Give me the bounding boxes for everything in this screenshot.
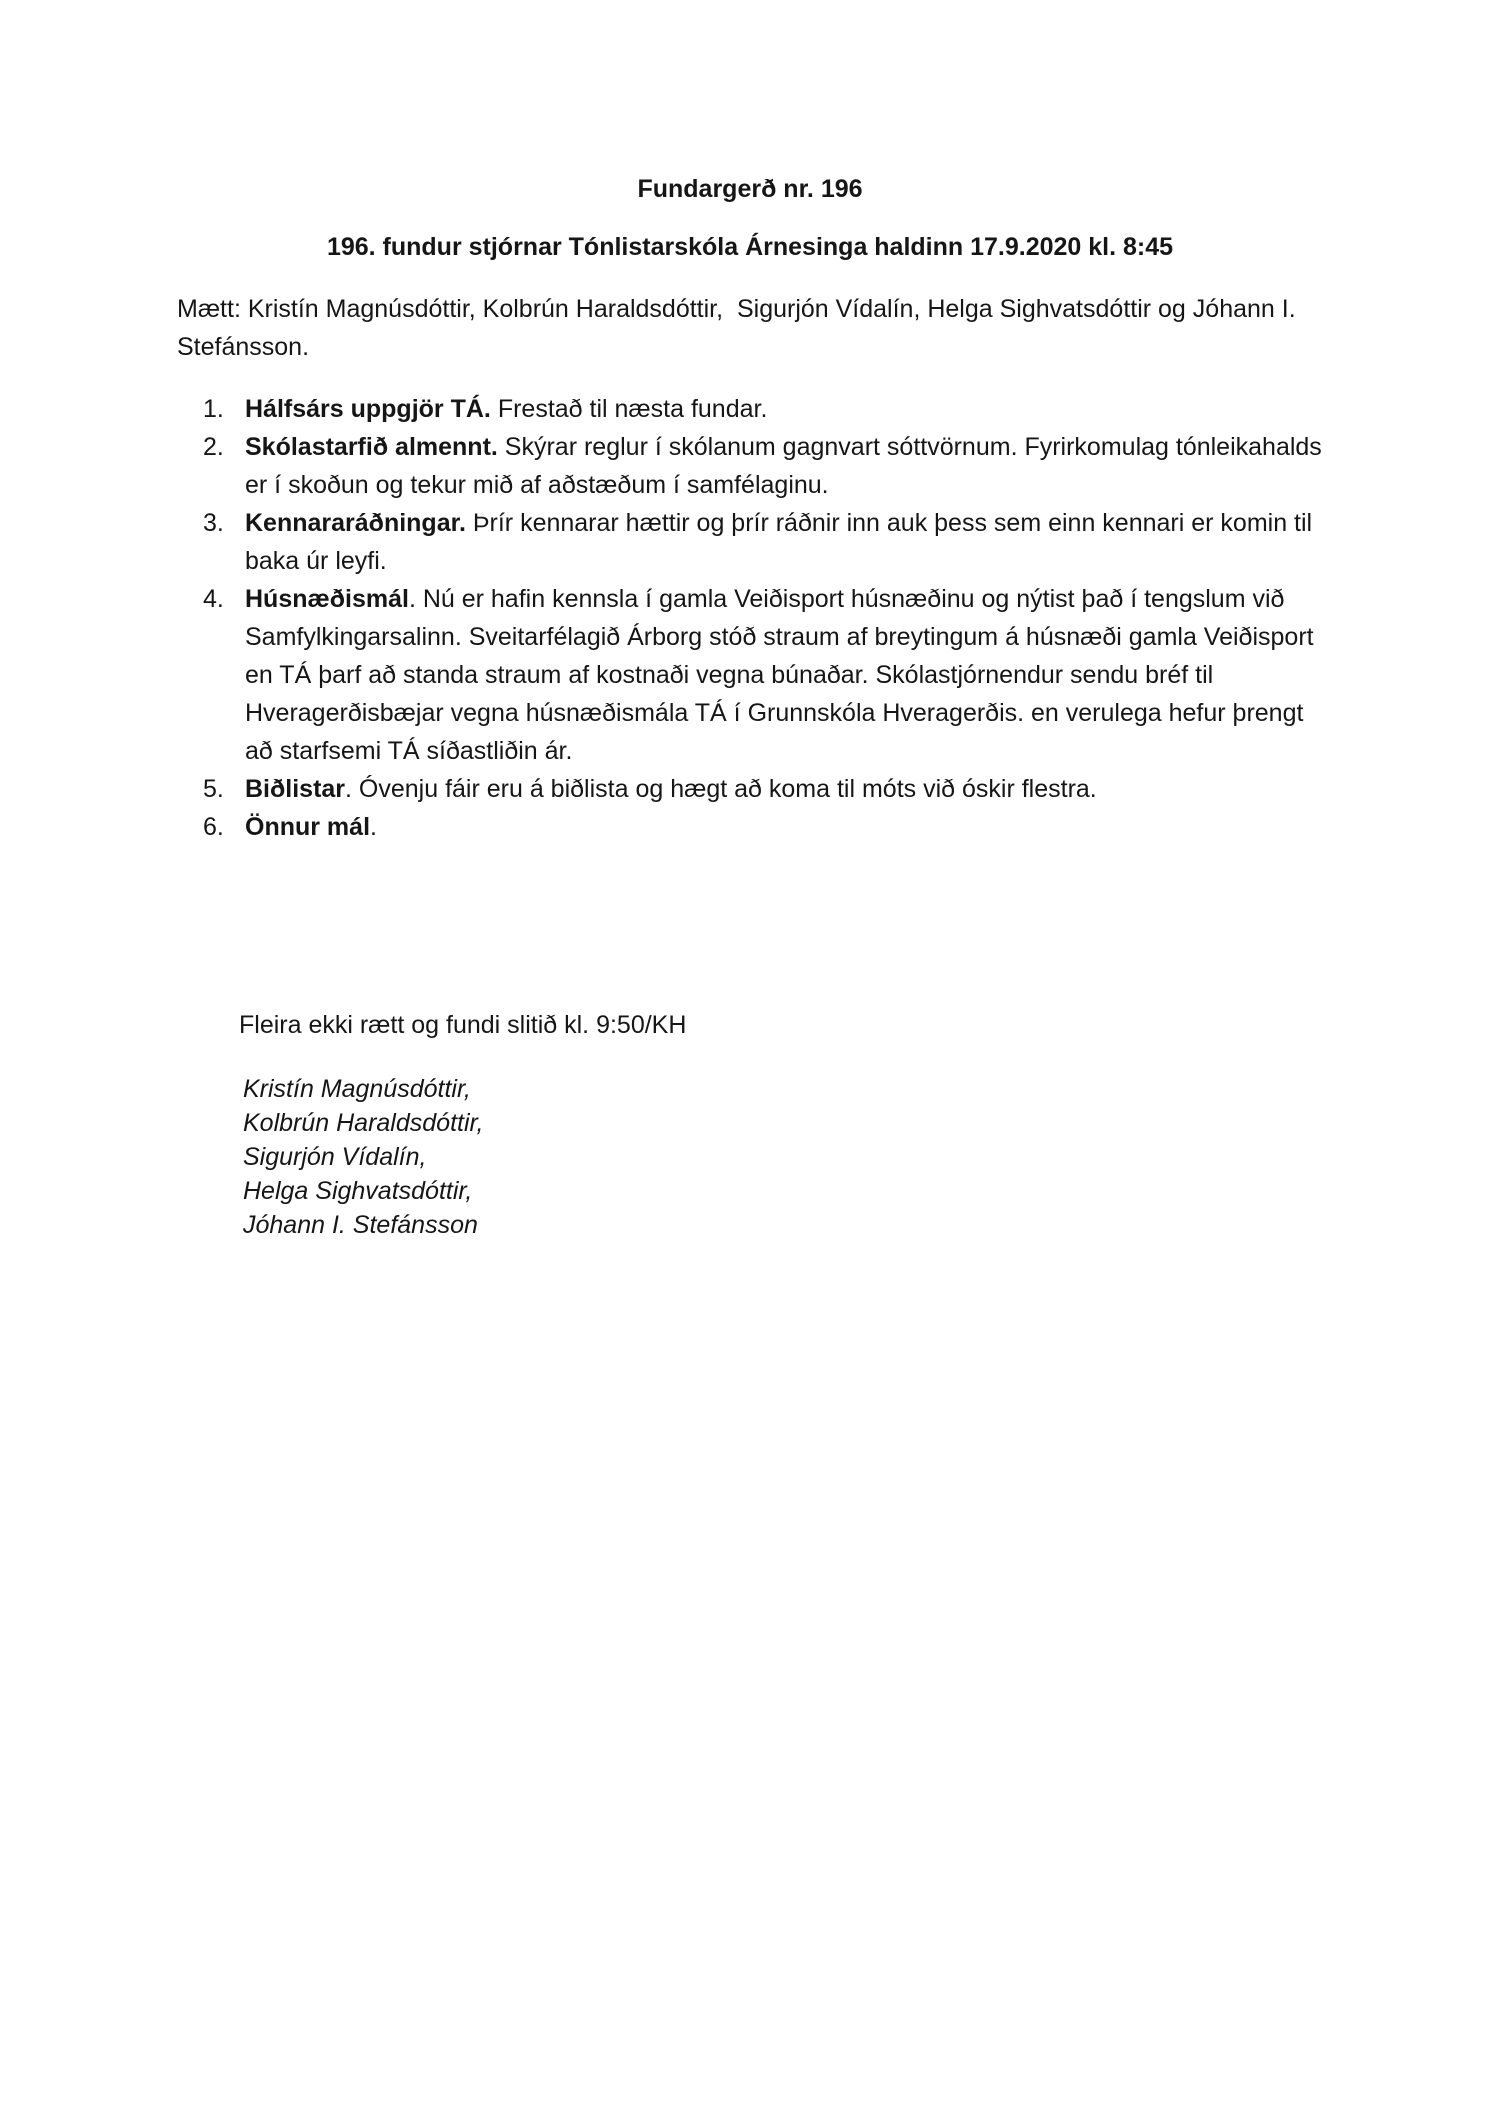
signature-name: Kolbrún Haraldsdóttir, xyxy=(243,1109,484,1137)
agenda-item-5 xyxy=(177,770,1323,808)
agenda-item-number: 4. xyxy=(203,585,224,613)
agenda-item-3 xyxy=(177,504,1323,580)
agenda-item-text: . xyxy=(370,813,377,841)
agenda-item-title: Hálfsárs uppgjör TÁ. xyxy=(245,395,491,423)
agenda-item-title: Biðlistar xyxy=(245,775,346,803)
signature-block xyxy=(177,1072,1323,1242)
agenda-item-6 xyxy=(177,808,1323,846)
agenda-item-title: Húsnæðismál xyxy=(245,585,409,613)
agenda-item-title: Skólastarfið almennt. xyxy=(245,433,498,461)
agenda-item-text: Skýrar reglur í skólanum gagnvart sóttvörnum. Fyrirkomulag tónleikahalds er í skoðun og tekur mið af aðstæðum í samfélaginu. xyxy=(245,433,1329,499)
agenda-item-number: 1. xyxy=(203,395,224,423)
closing-statement: Fleira ekki rætt og fundi slitið kl. 9:50/KH xyxy=(239,1011,687,1039)
agenda-item-text: Þrír kennarar hættir og þrír ráðnir inn auk þess sem einn kennari er komin til baka úr leyfi. xyxy=(245,509,1320,575)
agenda-item-title: Önnur mál xyxy=(245,813,371,841)
attendees-paragraph: Mætt: Kristín Magnúsdóttir, Kolbrún Haraldsdóttir, Sigurjón Vídalín, Helga Sighvatsdóttir og Jóhann I. Stefánsson. xyxy=(177,295,1303,361)
document-subtitle: 196. fundur stjórnar Tónlistarskóla Árnesinga haldinn 17.9.2020 kl. 8:45 xyxy=(326,233,1174,261)
agenda-item-text: Frestað til næsta fundar. xyxy=(490,395,768,423)
signature-name: Helga Sighvatsdóttir, xyxy=(243,1177,473,1205)
agenda-list xyxy=(177,390,1329,846)
agenda-item-body xyxy=(245,509,1319,575)
agenda-item-body xyxy=(245,813,377,841)
agenda-item-4 xyxy=(177,580,1323,770)
document-title: Fundargerð nr. 196 xyxy=(637,175,863,203)
agenda-item-2 xyxy=(177,428,1329,504)
signature-name: Jóhann I. Stefánsson xyxy=(243,1211,478,1239)
agenda-item-body xyxy=(245,775,1097,803)
agenda-item-number: 3. xyxy=(203,509,224,537)
agenda-item-text: . Óvenju fáir eru á biðlista og hægt að koma til móts við óskir flestra. xyxy=(345,775,1097,803)
signature-name: Kristín Magnúsdóttir, xyxy=(243,1075,471,1103)
agenda-item-body xyxy=(245,395,767,423)
signature-name: Sigurjón Vídalín, xyxy=(243,1143,427,1171)
agenda-item-body xyxy=(245,433,1329,499)
agenda-item-text: . Nú er hafin kennsla í gamla Veiðisport húsnæðinu og nýtist það í tengslum við Samfylkingarsalinn. Sveitarfélagið Árborg stóð straum af breytingum á húsnæði gamla Veiðisport en TÁ þarf að standa straum af kostnaði vegna búnaðar. Skólastjórnendur sendu bréf til Hveragerðisbæjar vegna húsnæðismála TÁ í Grunnskóla Hveragerðis. en verulega hefur þrengt að starfsemi TÁ síðastliðin ár. xyxy=(245,585,1321,765)
agenda-item-number: 2. xyxy=(203,433,224,461)
agenda-item-title: Kennararáðningar. xyxy=(245,509,466,537)
agenda-item-number: 5. xyxy=(203,775,224,803)
agenda-item-1 xyxy=(177,390,1323,428)
agenda-item-body xyxy=(245,585,1321,765)
agenda-item-number: 6. xyxy=(203,813,224,841)
